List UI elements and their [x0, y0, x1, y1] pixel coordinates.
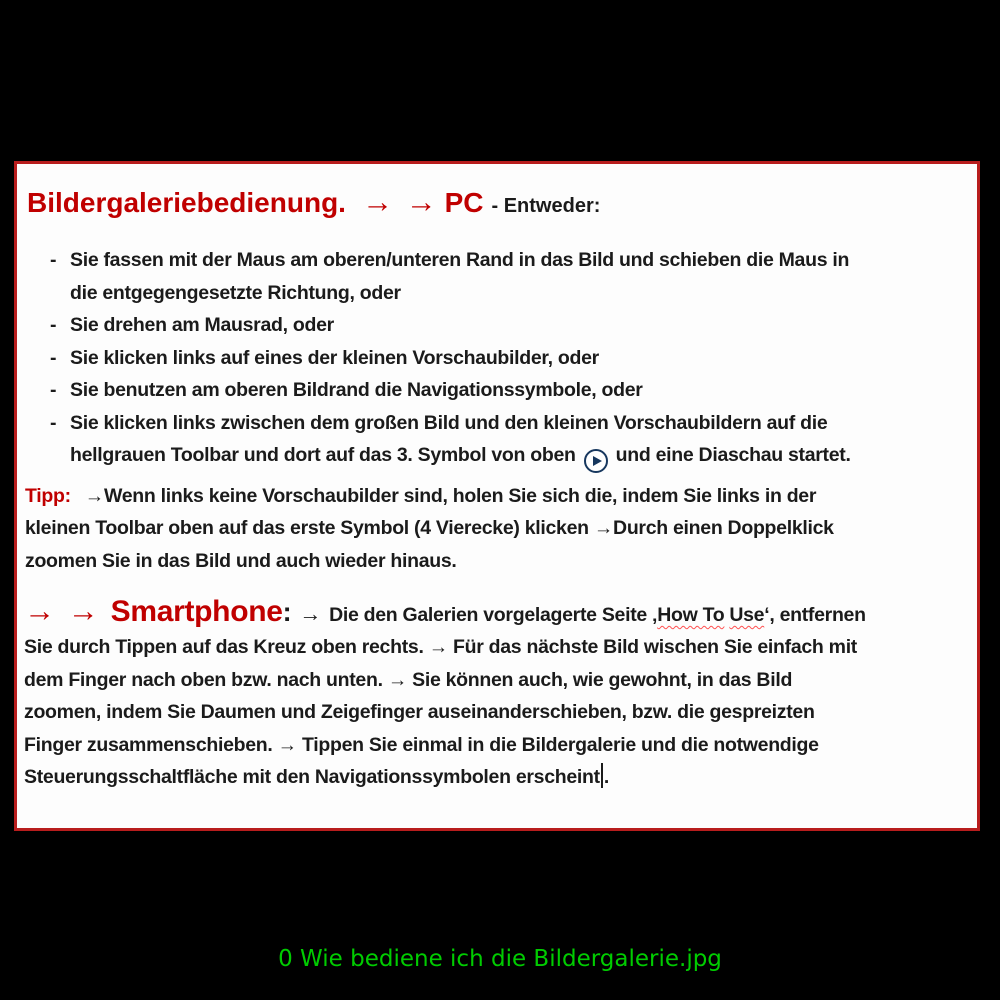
- smartphone-text: .: [603, 766, 609, 788]
- bullet-marker: -: [50, 379, 57, 401]
- title-text: Bildergaleriebedienung.: [27, 187, 346, 218]
- smartphone-line: zoomen, indem Sie Daumen und Zeigefinger auseinanderschieben, bzw. die gespreizten: [24, 701, 815, 723]
- list-item: [50, 309, 977, 342]
- red-arrows-icon: → →: [361, 184, 439, 219]
- black-arrow-icon: →: [299, 601, 322, 626]
- smartphone-line: Sie durch Tippen auf das Kreuz oben rechts. → Für das nächste Bild wischen Sie einfach mit: [24, 636, 858, 658]
- smartphone-text: ‘, entfernen: [764, 604, 866, 626]
- filename-caption: 0 Wie bediene ich die Bildergalerie.jpg: [278, 946, 722, 972]
- list-item-line: Sie klicken links auf eines der kleinen Vorschaubilder, oder: [70, 346, 599, 369]
- smartphone-paragraph: [24, 591, 977, 794]
- page-title: [27, 185, 977, 225]
- smartphone-line: Finger zusammenschieben. → Tippen Sie einmal in die Bildergalerie und die notwendige: [24, 733, 819, 756]
- smartphone-line: dem Finger nach oben bzw. nach unten. → Sie können auch, wie gewohnt, in das Bild: [24, 668, 793, 691]
- bullet-marker: -: [50, 346, 57, 369]
- smartphone-label: Smartphone: [110, 595, 283, 628]
- bullet-marker: -: [50, 411, 57, 434]
- smartphone-text: Steuerungsschaltfläche mit den Navigationssymbolen erscheint: [24, 766, 600, 788]
- bullet-marker: -: [50, 314, 57, 336]
- tip-line: zoomen Sie in das Bild und auch wieder hinaus.: [25, 549, 457, 572]
- title-suffix: - Entweder:: [491, 195, 601, 217]
- list-item-line: Sie drehen am Mausrad, oder: [70, 314, 334, 336]
- list-item-line: die entgegengesetzte Richtung, oder: [70, 281, 401, 304]
- tip-paragraph: [25, 480, 977, 578]
- smartphone-colon: :: [282, 597, 292, 627]
- instruction-panel: [14, 161, 980, 831]
- list-item: [50, 342, 977, 375]
- play-triangle-icon: [593, 456, 602, 466]
- spellcheck-word: Use: [729, 604, 765, 626]
- bullet-marker: -: [50, 249, 57, 271]
- tip-line: kleinen Toolbar oben auf das erste Symbol (4 Vierecke) klicken →Durch einen Doppelklick: [25, 517, 834, 539]
- title-pc-label: PC: [444, 187, 484, 218]
- list-item-line: Sie benutzen am oberen Bildrand die Navigationssymbole, oder: [70, 379, 643, 401]
- list-item-line: Sie klicken links zwischen dem großen Bild und den kleinen Vorschaubildern auf die: [70, 411, 828, 434]
- pc-instruction-list: [50, 244, 977, 472]
- red-arrows-icon: → →: [24, 593, 101, 628]
- list-item: [50, 407, 977, 472]
- list-item-text: hellgrauen Toolbar und dort auf das 3. Symbol von oben: [70, 444, 576, 466]
- list-item: [50, 374, 977, 407]
- tip-text: →Wenn links keine Vorschaubilder sind, holen Sie sich die, indem Sie links in der: [84, 484, 817, 507]
- play-icon: [584, 449, 608, 473]
- smartphone-line: [24, 761, 977, 794]
- tip-line: [25, 480, 977, 513]
- list-item-line: Sie fassen mit der Maus am oberen/unteren Rand in das Bild und schieben die Maus in: [70, 249, 850, 271]
- text-cursor: [601, 763, 603, 788]
- smartphone-text: Die den Galerien vorgelagerte Seite ‚: [329, 604, 658, 626]
- smartphone-heading-line: [24, 591, 977, 631]
- list-item-text: und eine Diaschau startet.: [615, 444, 851, 466]
- spellcheck-word: How To: [657, 604, 725, 626]
- tip-label: Tipp:: [25, 484, 71, 507]
- list-item: [50, 244, 977, 309]
- list-item-line: [70, 439, 851, 472]
